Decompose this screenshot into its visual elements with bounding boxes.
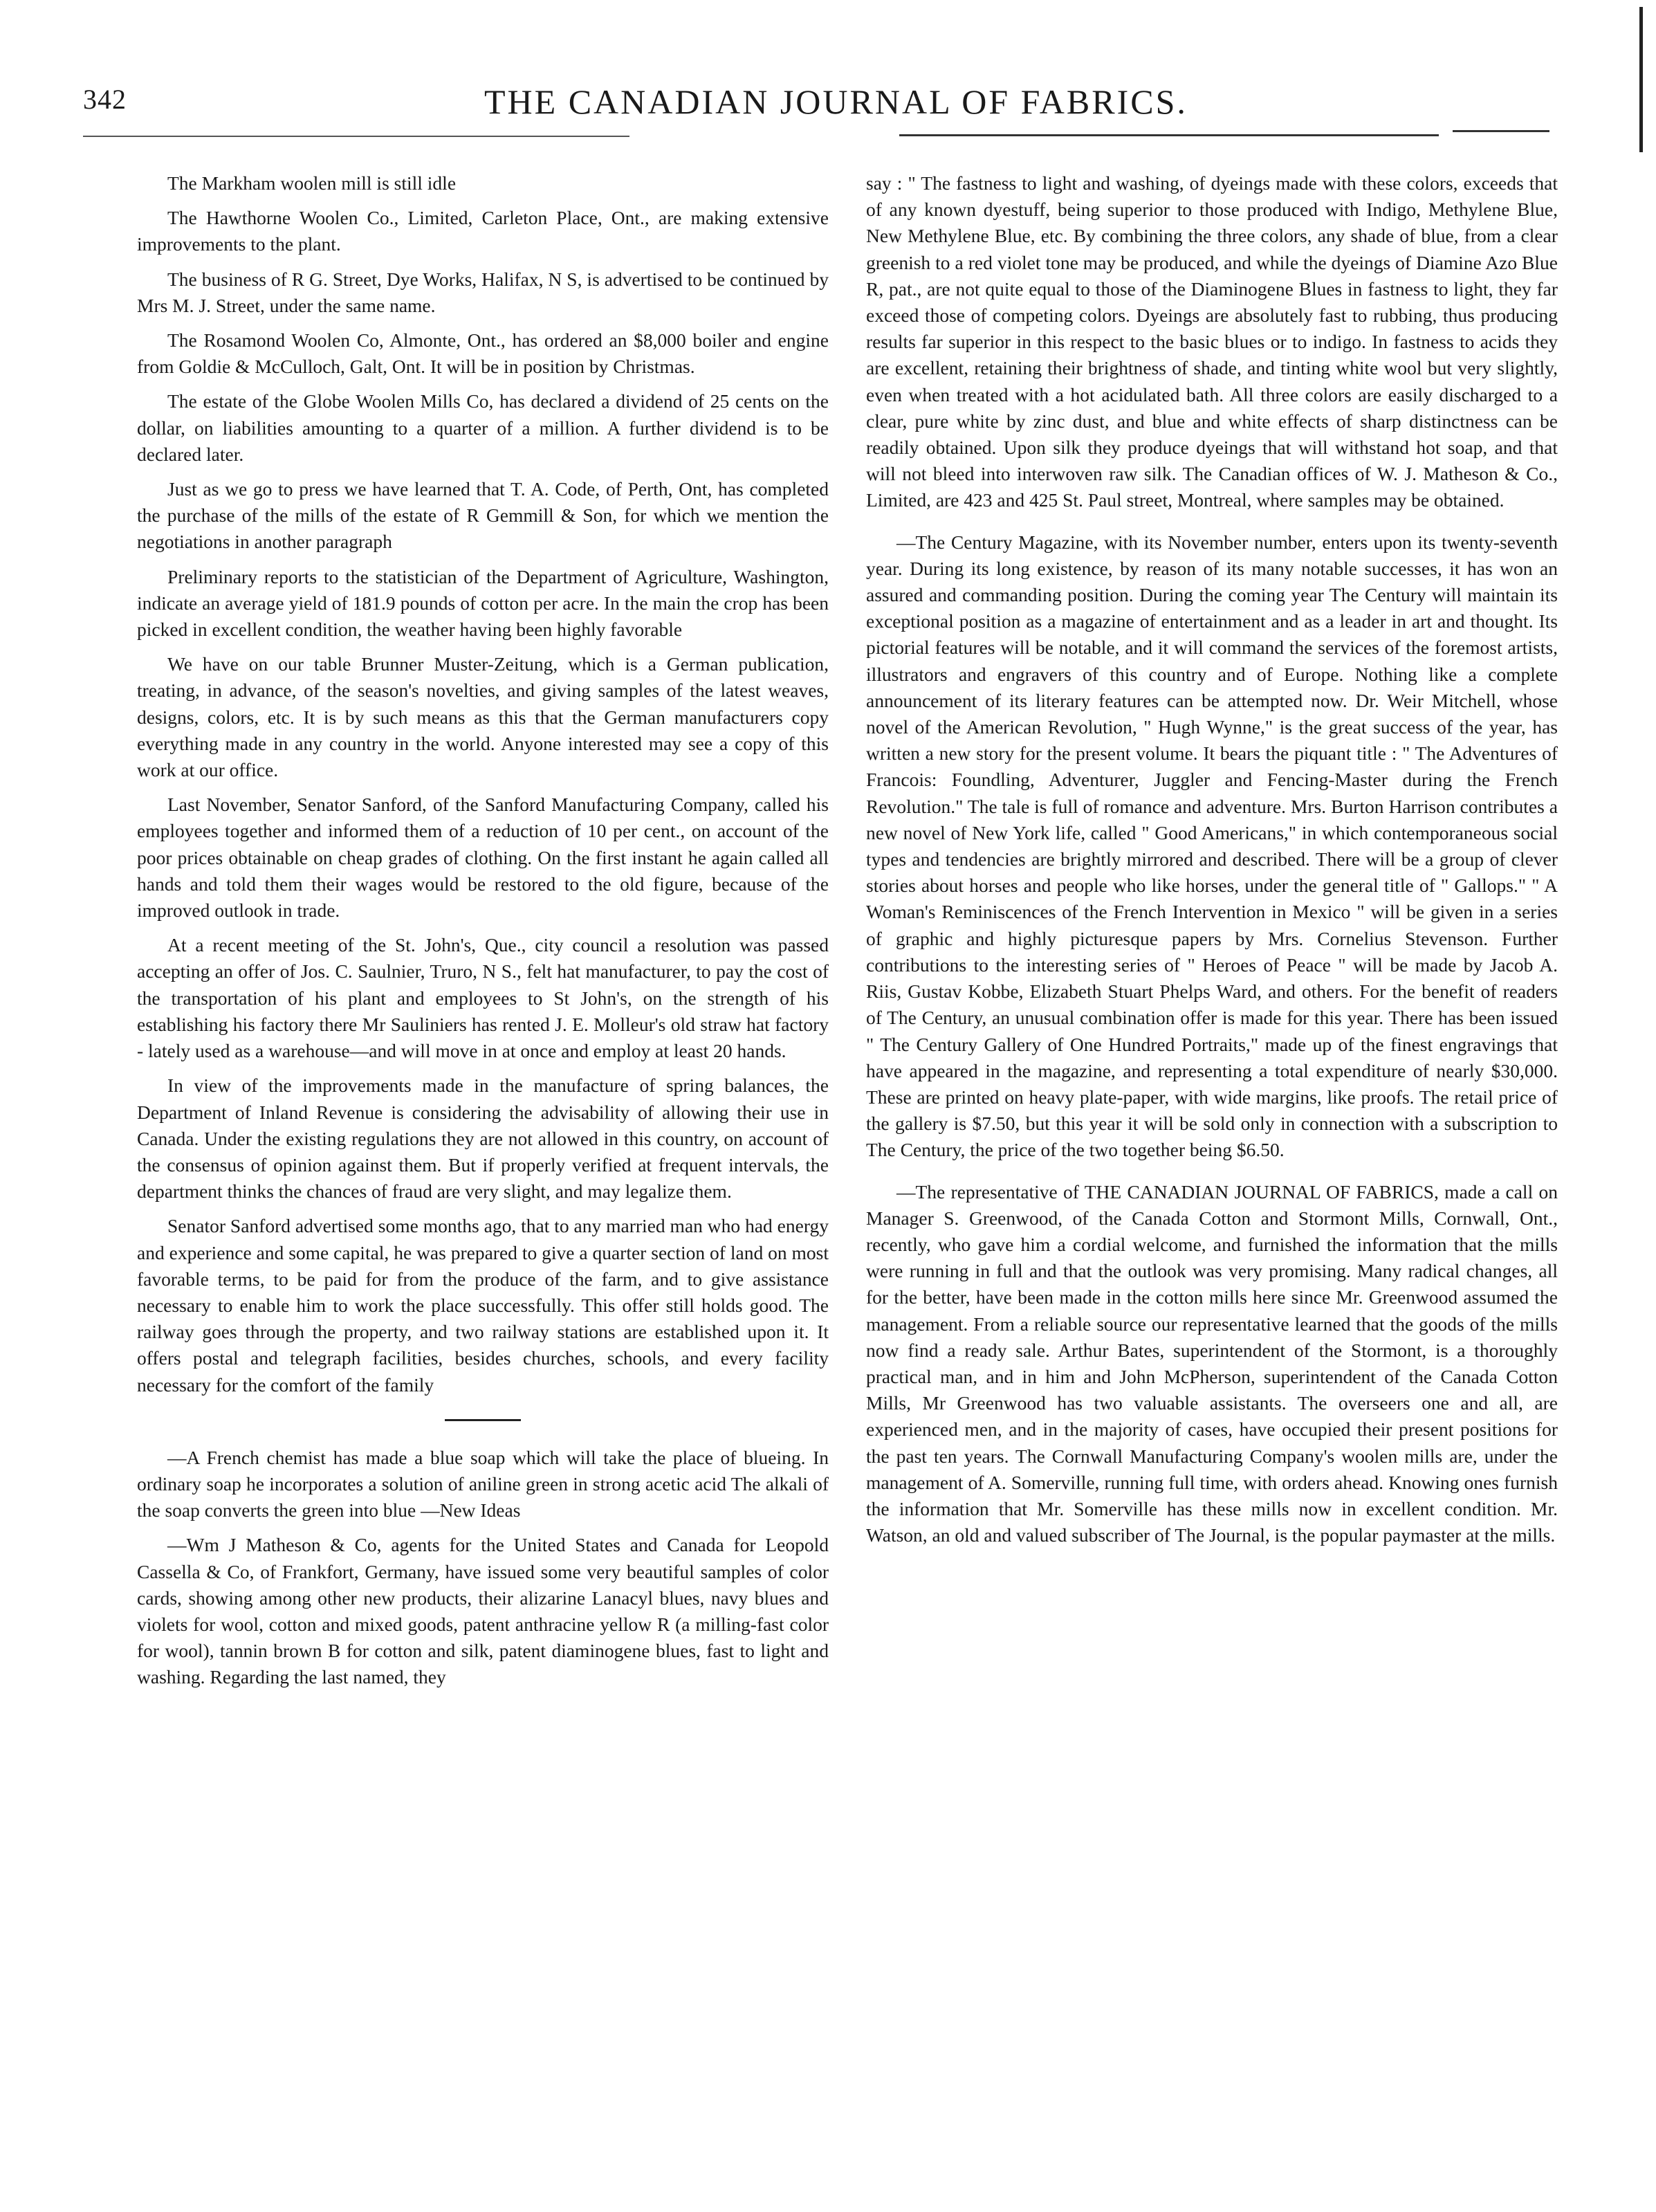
news-item: —The representative of THE CANADIAN JOURNAL OF FABRICS, made a call on Manager S. Greenwood, of the Canada Cotton and Stormont Mills, Cornwall, Ont., recently, who gave him a cordial welcome, and furnished the information that the mills were running in full and that the outlook was very promising. Many radical changes, all for the better, have been made in the cotton mills here since Mr. Greenwood assumed the management. From a reliable source our representative learned that the goods of the mills now find a ready sale. Arthur Bates, superintendent of the Stormont, is a thoroughly practical man, and in him and John McPherson, superintendent of the Canada Cotton Mills, Mr Greenwood has two valuable assistants. The overseers one and all, are experienced men, and in the majority of cases, have occupied their present positions for the past ten years. The Cornwall Manufacturing Company's woolen mills are, under the management of A. Somerville, running full time, with orders ahead. Knowing ones furnish the information that Mr. Somerville has these mills now in excellent condition. Mr. Watson, an old and valued subscriber of The Journal, is the popular paymaster at the mills.	[866, 1180, 1558, 1546]
section-divider	[445, 1419, 521, 1421]
news-item: Last November, Senator Sanford, of the Sanford Manufacturing Company, called his employees together and informed them of a reduction of 10 per cent., on account of the poor prices obtainable on cheap grades of clothing. On the first instant he again called all hands and told them their wages would be restored to the old figure, because of the improved outlook in trade.	[137, 794, 829, 922]
news-item-continued: say : " The fastness to light and washing, of dyeings made with these colors, exceeds that of any known dyestuff, being superior to those produced with Indigo, Methylene Blue, New Methylene Blue, etc. By combining the three colors, any shade of blue, from a clear greenish to a red violet tone may be produced, and while the dyeings of Diamine Azo Blue R, pat., are not quite equal to those of the Diaminogene Blues in fastness to light, they far exceed those of competing colors. Dyeings are absolutely fast to rubbing, thus producing results far superior in this respect to the basic blues or to indigo. In fastness to acids they are excellent, retaining their brightness of shade, and tinting white wool but very slightly, even when treated with a hot acidulated bath. All three colors are easily discharged to a clear, pure white by zinc dust, and blue and white effects of sharp distinctness can be readily obtained. Upon silk they produce dyeings that will withstand hot soap, and that will not bleed into interwoven raw silk. The Canadian offices of W. J. Matheson & Co., Limited, are 423 and 425 St. Paul street, Montreal, where samples may be obtained.	[866, 172, 1558, 511]
news-item: Senator Sanford advertised some months ago, that to any married man who had energy and experience and some capital, he was prepared to give a quarter section of land on most favorable terms, to be paid for from the produce of the farm, and to give assistance necessary to enable him to work the place successfully. This offer still holds good. The railway goes through the property, and two railway stations are established upon it. It offers postal and telegraph facilities, besides churches, schools, and every facility necessary for the comfort of the family	[137, 1215, 829, 1396]
header-rule-right-double	[1453, 130, 1549, 132]
news-item: In view of the improvements made in the manufacture of spring balances, the Department of Inland Revenue is considering the advisability of allowing their use in Canada. Under the existing regulations they are not allowed in this country, on account of the consensus of opinion against them. But if properly verified at frequent intervals, the department thinks the chances of fraud are very slight, and may legalize them.	[137, 1075, 829, 1203]
news-item: The Markham woolen mill is still idle	[167, 172, 457, 194]
header-rule-left	[83, 136, 629, 137]
news-item: —Wm J Matheson & Co, agents for the United States and Canada for Leopold Cassella & Co, of Frankfort, Germany, have issued some very beautiful samples of color cards, showing among other new products, their alizarine Lanacyl blues, navy blues and violets for wool, cotton and mixed goods, patent anthracine yellow R (a milling-fast color for wool), tannin brown B for cotton and silk, patent diaminogene blues, fast to light and washing. Regarding the last named, they	[137, 1534, 829, 1688]
page-header	[83, 82, 1549, 123]
header-rule-right	[899, 134, 1439, 136]
right-column	[866, 170, 1558, 1557]
news-item: Preliminary reports to the statistician of the Department of Agriculture, Washington, indicate an average yield of 181.9 pounds of cotton per acre. In the main the crop has been picked in excellent condition, the weather having been highly favorable	[137, 565, 829, 641]
news-item: At a recent meeting of the St. John's, Que., city council a resolution was passed accepting an offer of Jos. C. Saulnier, Truro, N S., felt hat manufacturer, to pay the cost of the transportation of his plant and employees to St John's, on the strength of his establishing his factory there Mr Sauliniers has rented J. E. Molleur's old straw hat factory - lately used as a warehouse—and will move in at once and employ at least 20 hands.	[137, 934, 829, 1062]
journal-title: THE CANADIAN JOURNAL OF FABRICS.	[484, 82, 1188, 121]
news-item: The Hawthorne Woolen Co., Limited, Carleton Place, Ont., are making extensive improvements to the plant.	[137, 207, 829, 255]
news-item: The business of R G. Street, Dye Works, Halifax, N S, is advertised to be continued by Mrs M. J. Street, under the same name.	[137, 268, 829, 316]
left-column	[137, 170, 829, 1699]
news-item: We have on our table Brunner Muster-Zeitung, which is a German publication, treating, in advance, of the season's novelties, and giving samples of the latest weaves, designs, colors, etc. It is by such means as this that the German manufacturers copy everything made in any country in the world. Anyone interested may see a copy of this work at our office.	[137, 653, 829, 781]
news-item: The estate of the Globe Woolen Mills Co, has declared a dividend of 25 cents on the dollar, on liabilities amounting to a quarter of a million. A further dividend is to be declared later.	[137, 390, 829, 465]
news-item: The Rosamond Woolen Co, Almonte, Ont., has ordered an $8,000 boiler and engine from Goldie & McCulloch, Galt, Ont. It will be in position by Christmas.	[137, 329, 829, 378]
page-edge-mark	[1639, 7, 1643, 152]
page-number: 342	[83, 84, 127, 115]
news-item: Just as we go to press we have learned that T. A. Code, of Perth, Ont, has completed the purchase of the mills of the estate of R Gemmill & Son, for which we mention the negotiations in another paragraph	[137, 478, 829, 553]
news-item: —The Century Magazine, with its November number, enters upon its twenty-seventh year. During its long existence, by reason of its many notable successes, it has won an assured and commanding position. During the coming year The Century will maintain its exceptional position as a magazine of entertainment and as a leader in art and thought. Its pictorial features will be notable, and it will command the services of the foremost artists, illustrators and engravers of this country and of Europe. Nothing like a complete announcement of its literary features can be attempted now. Dr. Weir Mitchell, whose novel of the American Revolution, " Hugh Wynne," is the great success of the year, has written a new story for the present volume. It bears the piquant title : " The Adventures of Francois: Foundling, Adventurer, Juggler and Fencing-Master during the French Revolution." The tale is full of romance and adventure. Mrs. Burton Harrison contributes a new novel of New York life, called " Good Americans," in which contemporaneous social types and tendencies are brightly mirrored and described. There will be a group of clever stories about horses and people who like horses, under the general title of " Gallops." " A Woman's Reminiscences of the French Intervention in Mexico " will be given in a series of graphic and highly picturesque papers by Mrs. Cornelius Stevenson. Further contributions to the interesting series of " Heroes of Peace " will be made by Jacob A. Riis, Gustav Kobbe, Elizabeth Stuart Phelps Ward, and others. For the benefit of readers of The Century, an unusual combination offer is made for this year. There has been issued " The Century Gallery of One Hundred Portraits," made up of the finest engravings that have appeared in the magazine, and representing a total expenditure of nearly $30,000. These are printed on heavy plate-paper, with wide margins, like proofs. The retail price of the gallery is $7.50, but this year it will be sold only in connection with a subscription to The Century, the price of the two together being $6.50.	[866, 531, 1558, 1161]
news-item: —A French chemist has made a blue soap which will take the place of blueing. In ordinary soap he incorporates a solution of aniline green in strong acetic acid The alkali of the soap converts the green into blue —New Ideas	[137, 1446, 829, 1521]
